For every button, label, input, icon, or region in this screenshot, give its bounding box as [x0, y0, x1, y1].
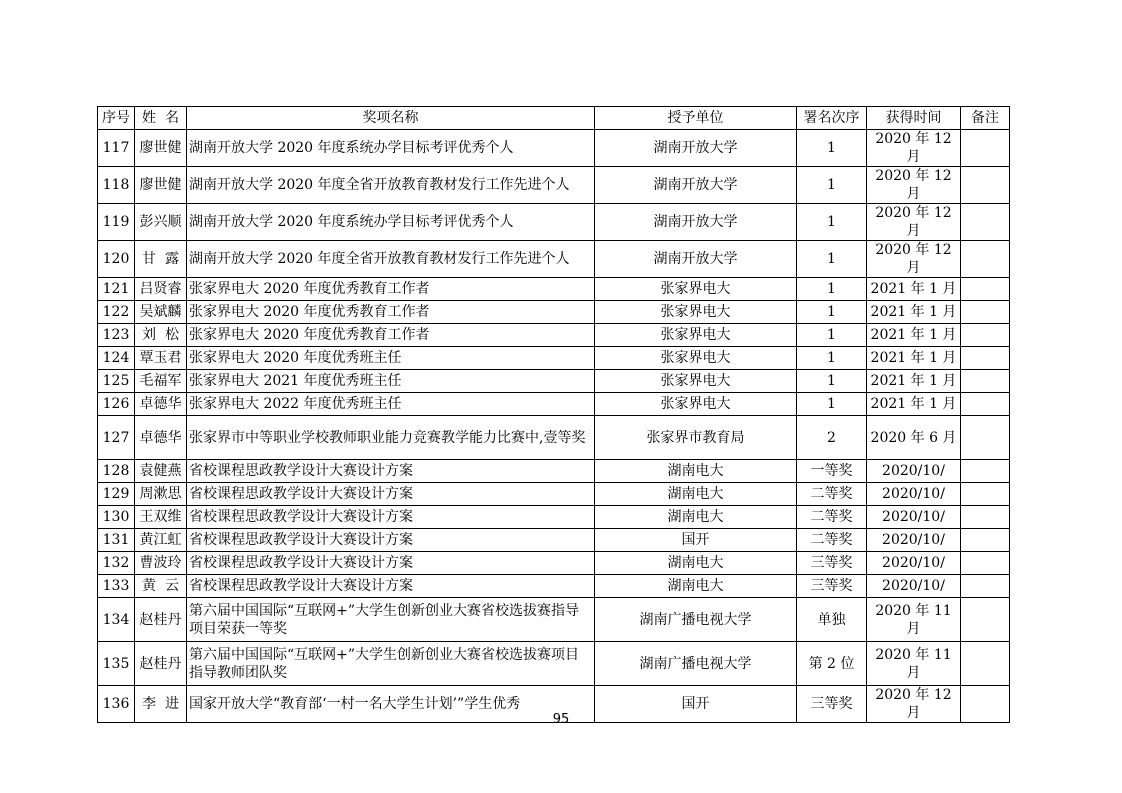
cell-unit: 张家界电大 [595, 278, 797, 301]
cell-rank: 1 [797, 370, 867, 393]
cell-note [961, 324, 1010, 347]
cell-award: 国家开放大学“教育部‘一村一名大学生计划’”学生优秀 [187, 686, 595, 723]
table-row [98, 167, 1010, 204]
cell-rank: 1 [797, 204, 867, 241]
cell-date: 2021 年 1 月 [867, 278, 961, 301]
cell-rank: 1 [797, 301, 867, 324]
cell-unit: 张家界市教育局 [595, 416, 797, 460]
cell-note [961, 301, 1010, 324]
cell-name: 袁健燕 [135, 460, 187, 483]
cell-name: 吴斌麟 [135, 301, 187, 324]
cell-unit: 张家界电大 [595, 393, 797, 416]
cell-note [961, 241, 1010, 278]
cell-name: 赵桂丹 [135, 642, 187, 686]
cell-rank: 三等奖 [797, 686, 867, 723]
cell-note [961, 347, 1010, 370]
cell-award: 第六届中国国际“互联网+”大学生创新创业大赛省校选拔赛项目指导教师团队奖 [187, 642, 595, 686]
cell-date: 2020/10/ [867, 460, 961, 483]
cell-num: 117 [98, 130, 135, 167]
cell-num: 125 [98, 370, 135, 393]
cell-date: 2021 年 1 月 [867, 393, 961, 416]
table-row [98, 575, 1010, 598]
table-row [98, 370, 1010, 393]
cell-award: 省校课程思政教学设计大赛设计方案 [187, 575, 595, 598]
cell-unit: 张家界电大 [595, 301, 797, 324]
cell-num: 118 [98, 167, 135, 204]
table-row [98, 347, 1010, 370]
cell-unit: 湖南电大 [595, 506, 797, 529]
cell-date: 2020 年 12 月 [867, 241, 961, 278]
table-row [98, 416, 1010, 460]
cell-note [961, 598, 1010, 642]
cell-note [961, 278, 1010, 301]
cell-rank: 1 [797, 241, 867, 278]
cell-award: 张家界电大 2020 年度优秀班主任 [187, 347, 595, 370]
table-row [98, 642, 1010, 686]
cell-award: 省校课程思政教学设计大赛设计方案 [187, 552, 595, 575]
table-row [98, 301, 1010, 324]
cell-unit: 张家界电大 [595, 324, 797, 347]
cell-date: 2020/10/ [867, 506, 961, 529]
cell-rank: 1 [797, 130, 867, 167]
cell-date: 2020 年 12 月 [867, 167, 961, 204]
cell-name: 王双维 [135, 506, 187, 529]
cell-name: 毛福军 [135, 370, 187, 393]
cell-unit: 张家界电大 [595, 370, 797, 393]
cell-name: 刘 松 [135, 324, 187, 347]
cell-date: 2020/10/ [867, 575, 961, 598]
header-note: 备注 [961, 107, 1010, 130]
table-row [98, 130, 1010, 167]
cell-note [961, 575, 1010, 598]
cell-date: 2021 年 1 月 [867, 370, 961, 393]
cell-date: 2021 年 1 月 [867, 301, 961, 324]
cell-num: 133 [98, 575, 135, 598]
table-row [98, 324, 1010, 347]
cell-award: 第六届中国国际“互联网+”大学生创新创业大赛省校选拔赛指导项目荣获一等奖 [187, 598, 595, 642]
cell-num: 119 [98, 204, 135, 241]
cell-note [961, 393, 1010, 416]
cell-num: 131 [98, 529, 135, 552]
cell-num: 129 [98, 483, 135, 506]
cell-num: 130 [98, 506, 135, 529]
cell-rank: 三等奖 [797, 575, 867, 598]
cell-award: 湖南开放大学 2020 年度全省开放教育教材发行工作先进个人 [187, 241, 595, 278]
cell-note [961, 529, 1010, 552]
cell-unit: 张家界电大 [595, 347, 797, 370]
cell-num: 127 [98, 416, 135, 460]
cell-rank: 1 [797, 393, 867, 416]
table-row [98, 241, 1010, 278]
table-row [98, 598, 1010, 642]
table-row [98, 278, 1010, 301]
cell-date: 2020 年 12 月 [867, 130, 961, 167]
cell-date: 2020 年 11 月 [867, 598, 961, 642]
cell-award: 张家界电大 2020 年度优秀教育工作者 [187, 278, 595, 301]
cell-unit: 湖南开放大学 [595, 167, 797, 204]
cell-num: 124 [98, 347, 135, 370]
cell-award: 张家界电大 2020 年度优秀教育工作者 [187, 324, 595, 347]
cell-rank: 2 [797, 416, 867, 460]
table-row [98, 506, 1010, 529]
header-num: 序号 [98, 107, 135, 130]
cell-award: 张家界电大 2020 年度优秀教育工作者 [187, 301, 595, 324]
cell-name: 卓德华 [135, 416, 187, 460]
cell-award: 湖南开放大学 2020 年度全省开放教育教材发行工作先进个人 [187, 167, 595, 204]
cell-date: 2020 年 12 月 [867, 204, 961, 241]
cell-unit: 国开 [595, 686, 797, 723]
cell-name: 彭兴顺 [135, 204, 187, 241]
cell-award: 省校课程思政教学设计大赛设计方案 [187, 483, 595, 506]
cell-unit: 湖南电大 [595, 483, 797, 506]
cell-unit: 湖南电大 [595, 575, 797, 598]
header-name: 姓 名 [135, 107, 187, 130]
table-row [98, 552, 1010, 575]
cell-name: 卓德华 [135, 393, 187, 416]
cell-date: 2020 年 6 月 [867, 416, 961, 460]
cell-num: 121 [98, 278, 135, 301]
cell-award: 湖南开放大学 2020 年度系统办学目标考评优秀个人 [187, 204, 595, 241]
table-body [98, 130, 1010, 723]
cell-num: 120 [98, 241, 135, 278]
table-row [98, 529, 1010, 552]
cell-name: 黄江虹 [135, 529, 187, 552]
cell-unit: 湖南开放大学 [595, 130, 797, 167]
cell-rank: 二等奖 [797, 506, 867, 529]
cell-rank: 1 [797, 347, 867, 370]
cell-rank: 一等奖 [797, 460, 867, 483]
cell-date: 2020 年 12 月 [867, 686, 961, 723]
table-header-row [98, 107, 1010, 130]
cell-date: 2021 年 1 月 [867, 347, 961, 370]
cell-note [961, 370, 1010, 393]
cell-note [961, 642, 1010, 686]
cell-rank: 1 [797, 278, 867, 301]
cell-name: 吕贤睿 [135, 278, 187, 301]
cell-num: 123 [98, 324, 135, 347]
cell-note [961, 416, 1010, 460]
cell-rank: 1 [797, 167, 867, 204]
cell-note [961, 204, 1010, 241]
table-row [98, 460, 1010, 483]
table-row [98, 483, 1010, 506]
cell-name: 赵桂丹 [135, 598, 187, 642]
cell-name: 覃玉君 [135, 347, 187, 370]
cell-award: 张家界电大 2022 年度优秀班主任 [187, 393, 595, 416]
cell-unit: 湖南开放大学 [595, 241, 797, 278]
cell-award: 省校课程思政教学设计大赛设计方案 [187, 529, 595, 552]
cell-name: 曹波玲 [135, 552, 187, 575]
cell-unit: 国开 [595, 529, 797, 552]
cell-unit: 湖南电大 [595, 552, 797, 575]
cell-rank: 二等奖 [797, 483, 867, 506]
cell-note [961, 460, 1010, 483]
header-rank: 署名次序 [797, 107, 867, 130]
cell-award: 省校课程思政教学设计大赛设计方案 [187, 506, 595, 529]
cell-unit: 湖南广播电视大学 [595, 598, 797, 642]
cell-rank: 单独 [797, 598, 867, 642]
cell-date: 2020/10/ [867, 483, 961, 506]
awards-table [97, 106, 1010, 723]
cell-note [961, 552, 1010, 575]
cell-name: 廖世健 [135, 130, 187, 167]
cell-unit: 湖南开放大学 [595, 204, 797, 241]
cell-note [961, 130, 1010, 167]
cell-award: 省校课程思政教学设计大赛设计方案 [187, 460, 595, 483]
cell-note [961, 167, 1010, 204]
cell-num: 126 [98, 393, 135, 416]
cell-note [961, 483, 1010, 506]
cell-name: 甘 露 [135, 241, 187, 278]
cell-award: 张家界市中等职业学校教师职业能力竞赛教学能力比赛中,壹等奖 [187, 416, 595, 460]
cell-rank: 二等奖 [797, 529, 867, 552]
cell-rank: 第 2 位 [797, 642, 867, 686]
cell-name: 廖世健 [135, 167, 187, 204]
table-row [98, 393, 1010, 416]
header-date: 获得时间 [867, 107, 961, 130]
cell-unit: 湖南电大 [595, 460, 797, 483]
cell-unit: 湖南广播电视大学 [595, 642, 797, 686]
cell-rank: 1 [797, 324, 867, 347]
cell-note [961, 506, 1010, 529]
page-number: 95 [552, 712, 570, 727]
cell-name: 周漱思 [135, 483, 187, 506]
cell-name: 黄 云 [135, 575, 187, 598]
cell-rank: 三等奖 [797, 552, 867, 575]
cell-num: 135 [98, 642, 135, 686]
cell-award: 张家界电大 2021 年度优秀班主任 [187, 370, 595, 393]
cell-num: 128 [98, 460, 135, 483]
cell-date: 2020/10/ [867, 552, 961, 575]
header-award: 奖项名称 [187, 107, 595, 130]
cell-date: 2020 年 11 月 [867, 642, 961, 686]
cell-num: 132 [98, 552, 135, 575]
cell-num: 134 [98, 598, 135, 642]
cell-award: 湖南开放大学 2020 年度系统办学目标考评优秀个人 [187, 130, 595, 167]
cell-date: 2020/10/ [867, 529, 961, 552]
cell-name: 李 进 [135, 686, 187, 723]
header-unit: 授予单位 [595, 107, 797, 130]
table-row [98, 204, 1010, 241]
cell-num: 122 [98, 301, 135, 324]
cell-num: 136 [98, 686, 135, 723]
cell-date: 2021 年 1 月 [867, 324, 961, 347]
